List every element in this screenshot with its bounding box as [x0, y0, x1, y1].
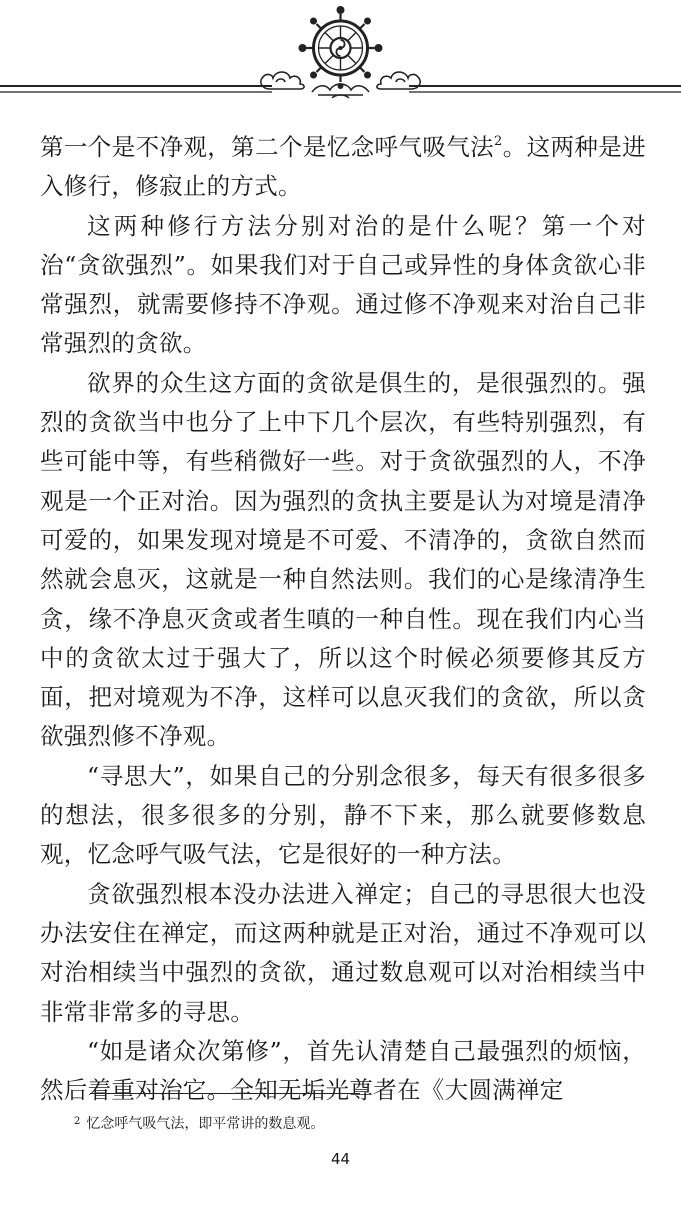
footnote	[74, 1112, 654, 1134]
paragraph-text: 第一个是不净观，第二个是忆念呼气吸气法	[40, 133, 495, 161]
page-header-ornament	[0, 0, 681, 110]
footnote-mark: 2	[74, 1116, 81, 1127]
footnote-reference[interactable]: 2	[494, 134, 503, 149]
paragraph: “寻思大”，如果自己的分别念很多，每天有很多很多的想法，很多很多的分别，静不下来，那么就要修数息观，忆念呼气吸气法，它是很好的一种方法。	[40, 761, 646, 869]
paragraph	[40, 128, 646, 207]
footnote-text: 忆念呼气吸气法，即平常讲的数息观。	[86, 1116, 325, 1132]
paragraph: 这两种修行方法分别对治的是什么呢？第一个对治“贪欲强烈”。如果我们对于自己或异性的身体贪欲心非常强烈，就需要修持不净观。通过修不净观来对治自己非常强烈的贪欲。	[40, 211, 646, 358]
main-text	[40, 128, 646, 1110]
dharma-wheel-with-clouds-icon	[0, 0, 681, 110]
footnote-divider	[90, 1093, 360, 1094]
paragraph: 欲界的众生这方面的贪欲是俱生的，是很强烈的。强烈的贪欲当中也分了上中下几个层次，有些特别强烈，有些可能中等，有些稍微好一些。对于贪欲强烈的人，不净观是一个正对治。因为强烈的贪执主要是认为对境是清净可爱的，如果发现对境是不可爱、不清净的，贪欲自然而然就会息灭，这就是一种自然法则。我们的心是缘清净生贪，缘不净息灭贪或者生嗔的一种自性。现在我们内心当中的贪欲太过于强大了，所以这个时候必须要修其反方面，把对境观为不净，这样可以息灭我们的贪欲，所以贪欲强烈修不净观。	[40, 368, 646, 751]
paragraph: 贪欲强烈根本没办法进入禅定；自己的寻思很大也没办法安住在禅定，而这两种就是正对治，通过不净观可以对治相续当中强烈的贪欲，通过数息观可以对治相续当中非常非常多的寻思。	[40, 879, 646, 1026]
paragraph-text: 。这两种是进入修行，修寂止的方式。	[40, 133, 646, 201]
paragraph: “如是诸众次第修”，首先认清楚自己最强烈的烦恼，然后着重对治它。全知无垢光尊者在《大圆满禅定	[40, 1036, 646, 1105]
page-number: 44	[330, 1150, 351, 1168]
